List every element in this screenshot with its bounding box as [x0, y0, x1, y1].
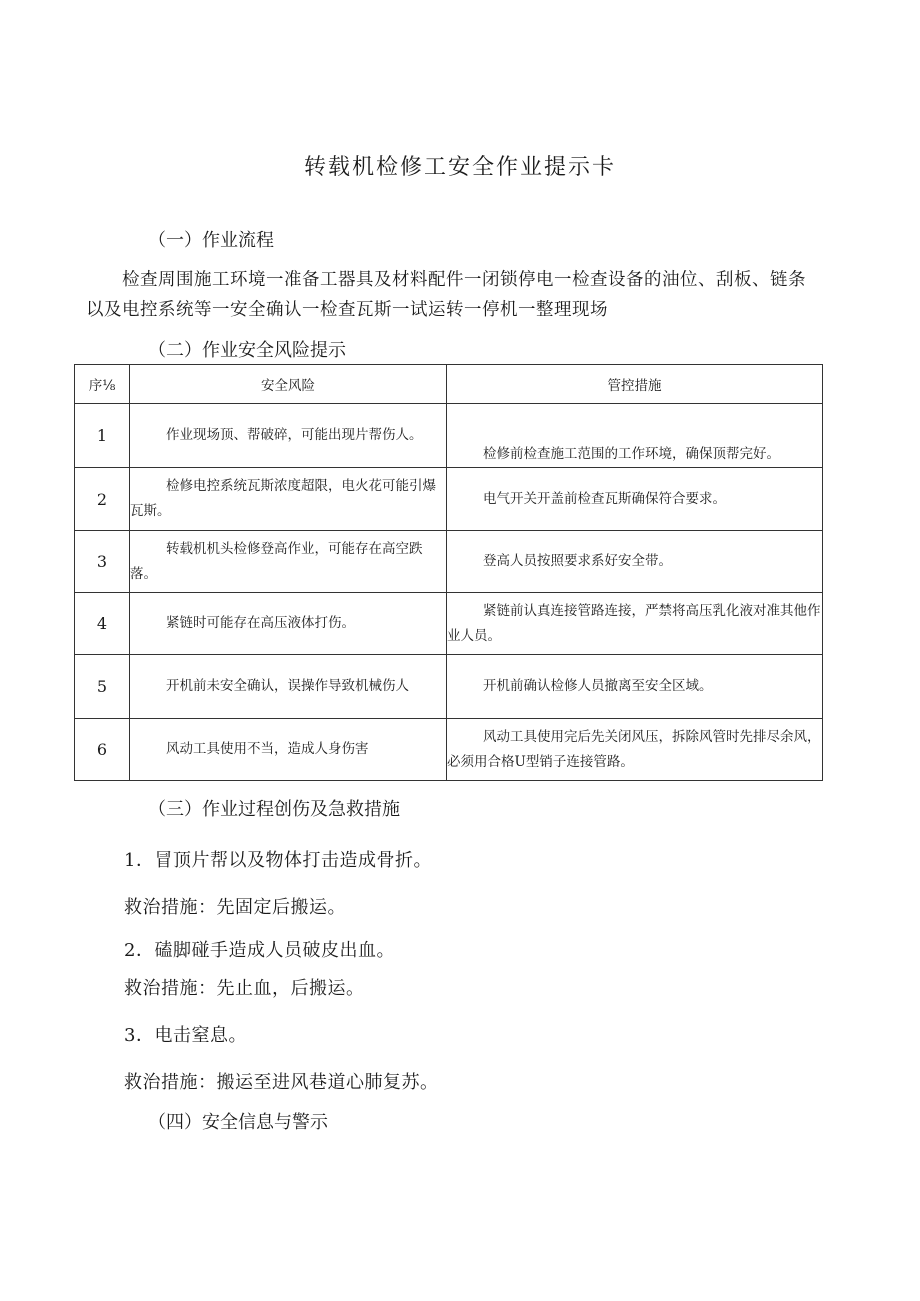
control-cell: 检修前检查施工范围的工作环境，确保顶帮完好。	[447, 404, 823, 468]
injury-item-1: 1．冒顶片帮以及物体打击造成骨折。	[124, 850, 432, 871]
injury-item-2: 2．磕脚碰手造成人员破皮出血。	[124, 940, 395, 961]
header-seq: 序⅛	[75, 365, 130, 404]
workflow-text: 检查周围施工环境一准备工器具及材料配件一闭锁停电一检查设备的油位、刮板、链条以及电控系统等一安全确认一检查瓦斯一试运转一停机一整理现场	[86, 270, 806, 320]
risk-table	[74, 364, 823, 781]
injury-item-3: 3．电击窒息。	[124, 1025, 247, 1046]
table-row	[75, 719, 823, 781]
header-control: 管控措施	[447, 365, 823, 404]
row-number: 4	[75, 593, 130, 655]
page-title: 转载机检修工安全作业提示卡	[303, 155, 616, 180]
table-row	[75, 593, 823, 655]
table-row	[75, 468, 823, 531]
section-heading-risk: （二）作业安全风险提示	[148, 340, 346, 361]
table-row	[75, 404, 823, 468]
table-row	[75, 655, 823, 719]
section-heading-first-aid: （三）作业过程创伤及急救措施	[148, 799, 400, 820]
row-number: 1	[75, 404, 130, 468]
table-row	[75, 531, 823, 593]
first-aid-item-2: 救治措施：先止血，后搬运。	[124, 978, 365, 999]
header-risk: 安全风险	[130, 365, 447, 404]
section-heading-workflow: （一）作业流程	[148, 230, 274, 251]
risk-cell: 开机前未安全确认，误操作导致机械伤人	[130, 655, 447, 719]
risk-cell: 作业现场顶、帮破碎，可能出现片帮伤人。	[130, 404, 447, 468]
first-aid-item-3: 救治措施：搬运至进风巷道心肺复苏。	[124, 1072, 439, 1093]
control-cell: 登高人员按照要求系好安全带。	[447, 531, 823, 593]
risk-cell: 转载机机头检修登高作业，可能存在高空跌落。	[130, 531, 447, 593]
row-number: 5	[75, 655, 130, 719]
risk-cell: 风动工具使用不当，造成人身伤害	[130, 719, 447, 781]
first-aid-item-1: 救治措施：先固定后搬运。	[124, 897, 346, 918]
risk-cell: 紧链时可能存在高压液体打伤。	[130, 593, 447, 655]
row-number: 3	[75, 531, 130, 593]
row-number: 6	[75, 719, 130, 781]
risk-cell: 检修电控系统瓦斯浓度超限，电火花可能引爆瓦斯。	[130, 468, 447, 531]
section-heading-safety-info: （四）安全信息与警示	[148, 1112, 328, 1133]
control-cell: 电气开关开盖前检查瓦斯确保符合要求。	[447, 468, 823, 531]
control-cell: 风动工具使用完后先关闭风压，拆除风管时先排尽余风，必须用合格U型销子连接管路。	[447, 719, 823, 781]
control-cell: 紧链前认真连接管路连接，严禁将高压乳化液对准其他作业人员。	[447, 593, 823, 655]
table-header-row	[75, 365, 823, 404]
control-cell: 开机前确认检修人员撤离至安全区域。	[447, 655, 823, 719]
row-number: 2	[75, 468, 130, 531]
